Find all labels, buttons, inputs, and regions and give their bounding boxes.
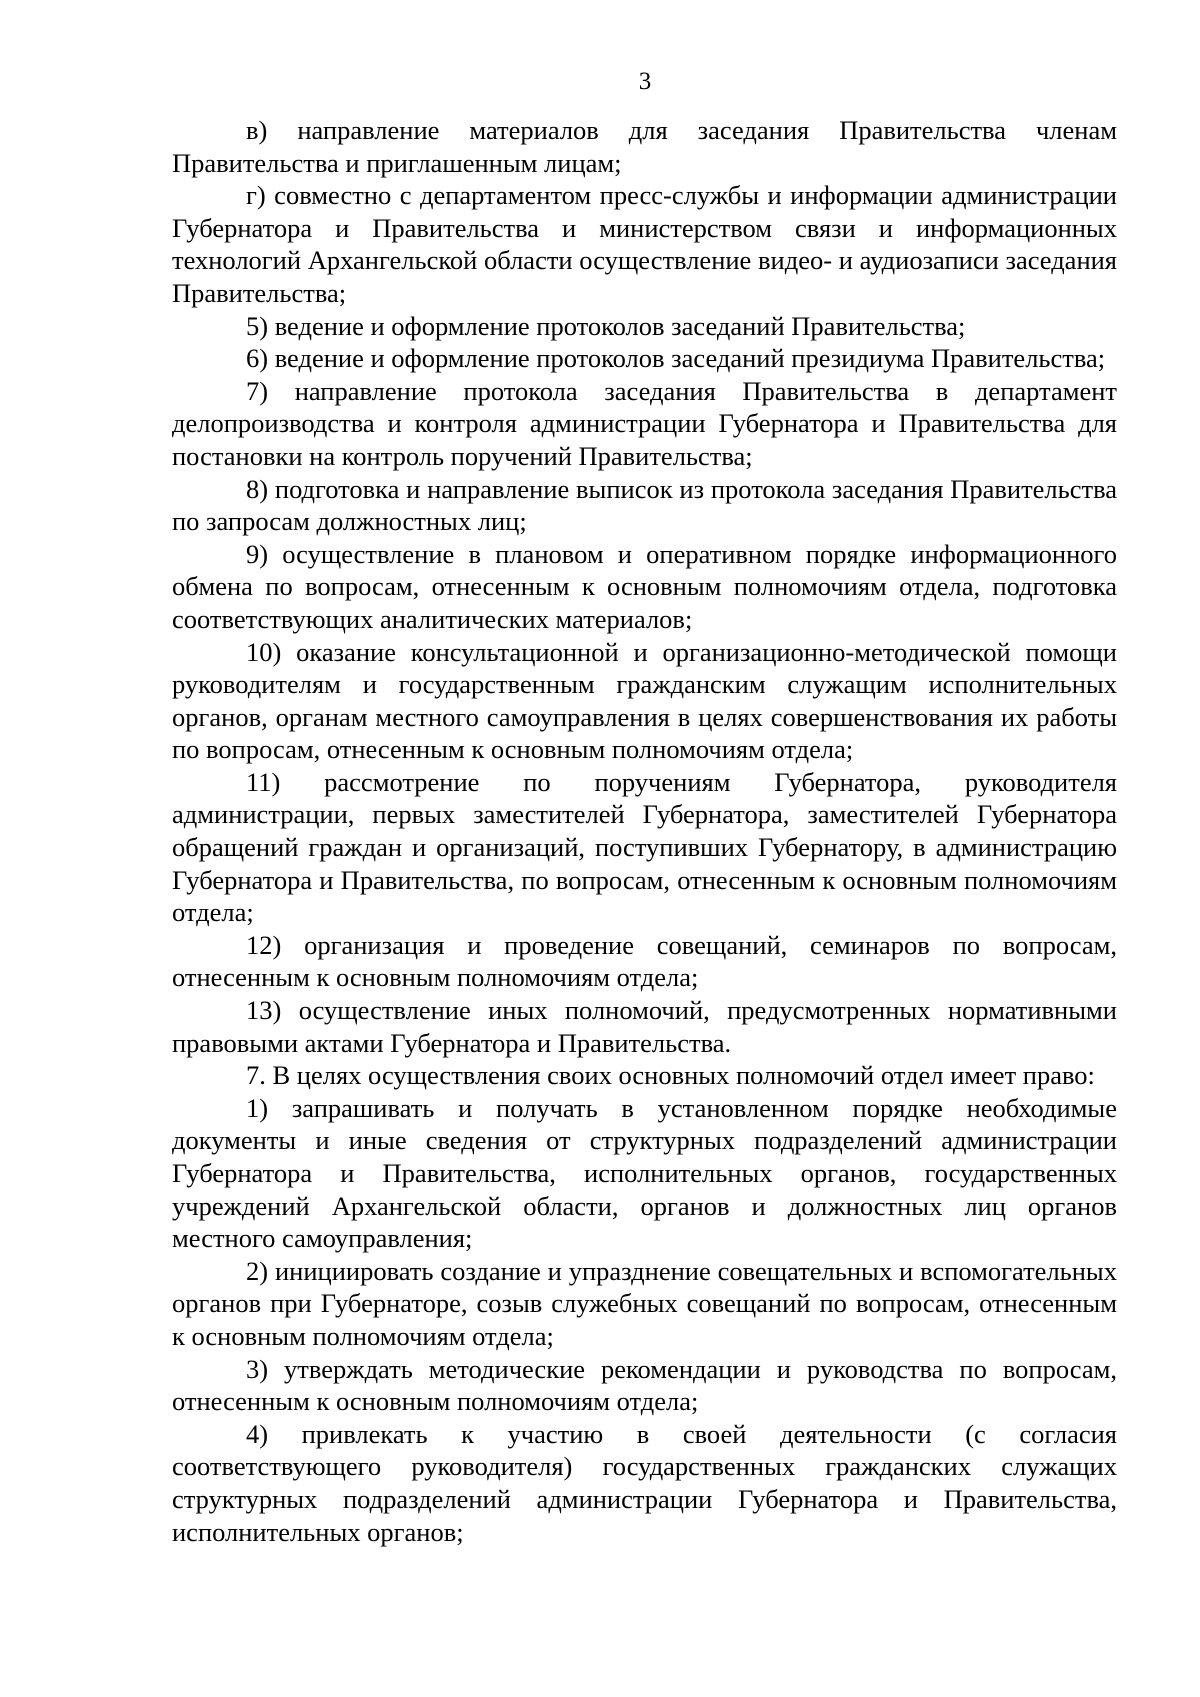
paragraph-8: 8) подготовка и направление выписок из протокола заседания Правительства по запросам должностных лиц;	[172, 473, 1117, 537]
paragraph-3v: в) направление материалов для заседания Правительства членам Правительства и приглашенным лицам;	[172, 115, 1117, 178]
paragraph-rights-4: 4) привлекать к участию в своей деятельности (с согласия соответствующего руководителя) государственных гражданских служащих структурных подразделений администрации Губернатора и Правительства, исполнительных органов;	[172, 1418, 1117, 1547]
paragraph-13: 13) осуществление иных полномочий, предусмотренных нормативными правовыми актами Губернатора и Правительства.	[172, 995, 1117, 1058]
document-body	[172, 114, 1117, 1548]
paragraph-10: 10) оказание консультационной и организационно-методической помощи руководителям и государственным гражданским служащим исполнительных органов, органам местного самоуправления в целях совершенствования их работы по вопросам, отнесенным к основным полномочиям отдела;	[172, 636, 1117, 765]
paragraph-6: 6) ведение и оформление протоколов заседаний президиума Правительства;	[246, 343, 1106, 374]
paragraph-9: 9) осуществление в плановом и оперативном порядке информационного обмена по вопросам, отнесенным к основным полномочиям отдела, подготовка соответствующих аналитических материалов;	[172, 538, 1117, 634]
paragraph-rights-1: 1) запрашивать и получать в установленном порядке необходимые документы и иные сведения от структурных подразделений администрации Губернатора и Правительства, исполнительных органов, государственных учреждений Архангельской области, органов и должностных лиц органов местного самоуправления;	[172, 1092, 1117, 1254]
paragraph-rights-2: 2) инициировать создание и упразднение совещательных и вспомогательных органов при Губернаторе, созыв служебных совещаний по вопросам, отнесенным к основным полномочиям отдела;	[172, 1255, 1117, 1351]
paragraph-5: 5) ведение и оформление протоколов заседаний Правительства;	[246, 310, 966, 341]
paragraph-3g: г) совместно с департаментом пресс-службы и информации администрации Губернатора и Правительства и министерством связи и информационных технологий Архангельской области осуществление видео- и аудиозаписи заседания Правительства;	[172, 180, 1117, 308]
paragraph-rights-3: 3) утверждать методические рекомендации и руководства по вопросам, отнесенным к основным полномочиям отдела;	[172, 1353, 1117, 1417]
paragraph-7: 7) направление протокола заседания Правительства в департамент делопроизводства и контроля администрации Губернатора и Правительства для постановки на контроль поручений Правительства;	[172, 375, 1117, 471]
paragraph-11: 11) рассмотрение по поручениям Губернатора, руководителя администрации, первых заместителей Губернатора, заместителей Губернатора обращений граждан и организаций, поступивших Губернатору, в администрацию Губернатора и Правительства, по вопросам, отнесенным к основным полномочиям отдела;	[172, 766, 1117, 928]
paragraph-12: 12) организация и проведение совещаний, семинаров по вопросам, отнесенным к основным полномочиям отдела;	[172, 929, 1117, 993]
section-7-heading: 7. В целях осуществления своих основных полномочий отдел имеет право:	[246, 1060, 1095, 1091]
page-number: 3	[638, 68, 652, 95]
